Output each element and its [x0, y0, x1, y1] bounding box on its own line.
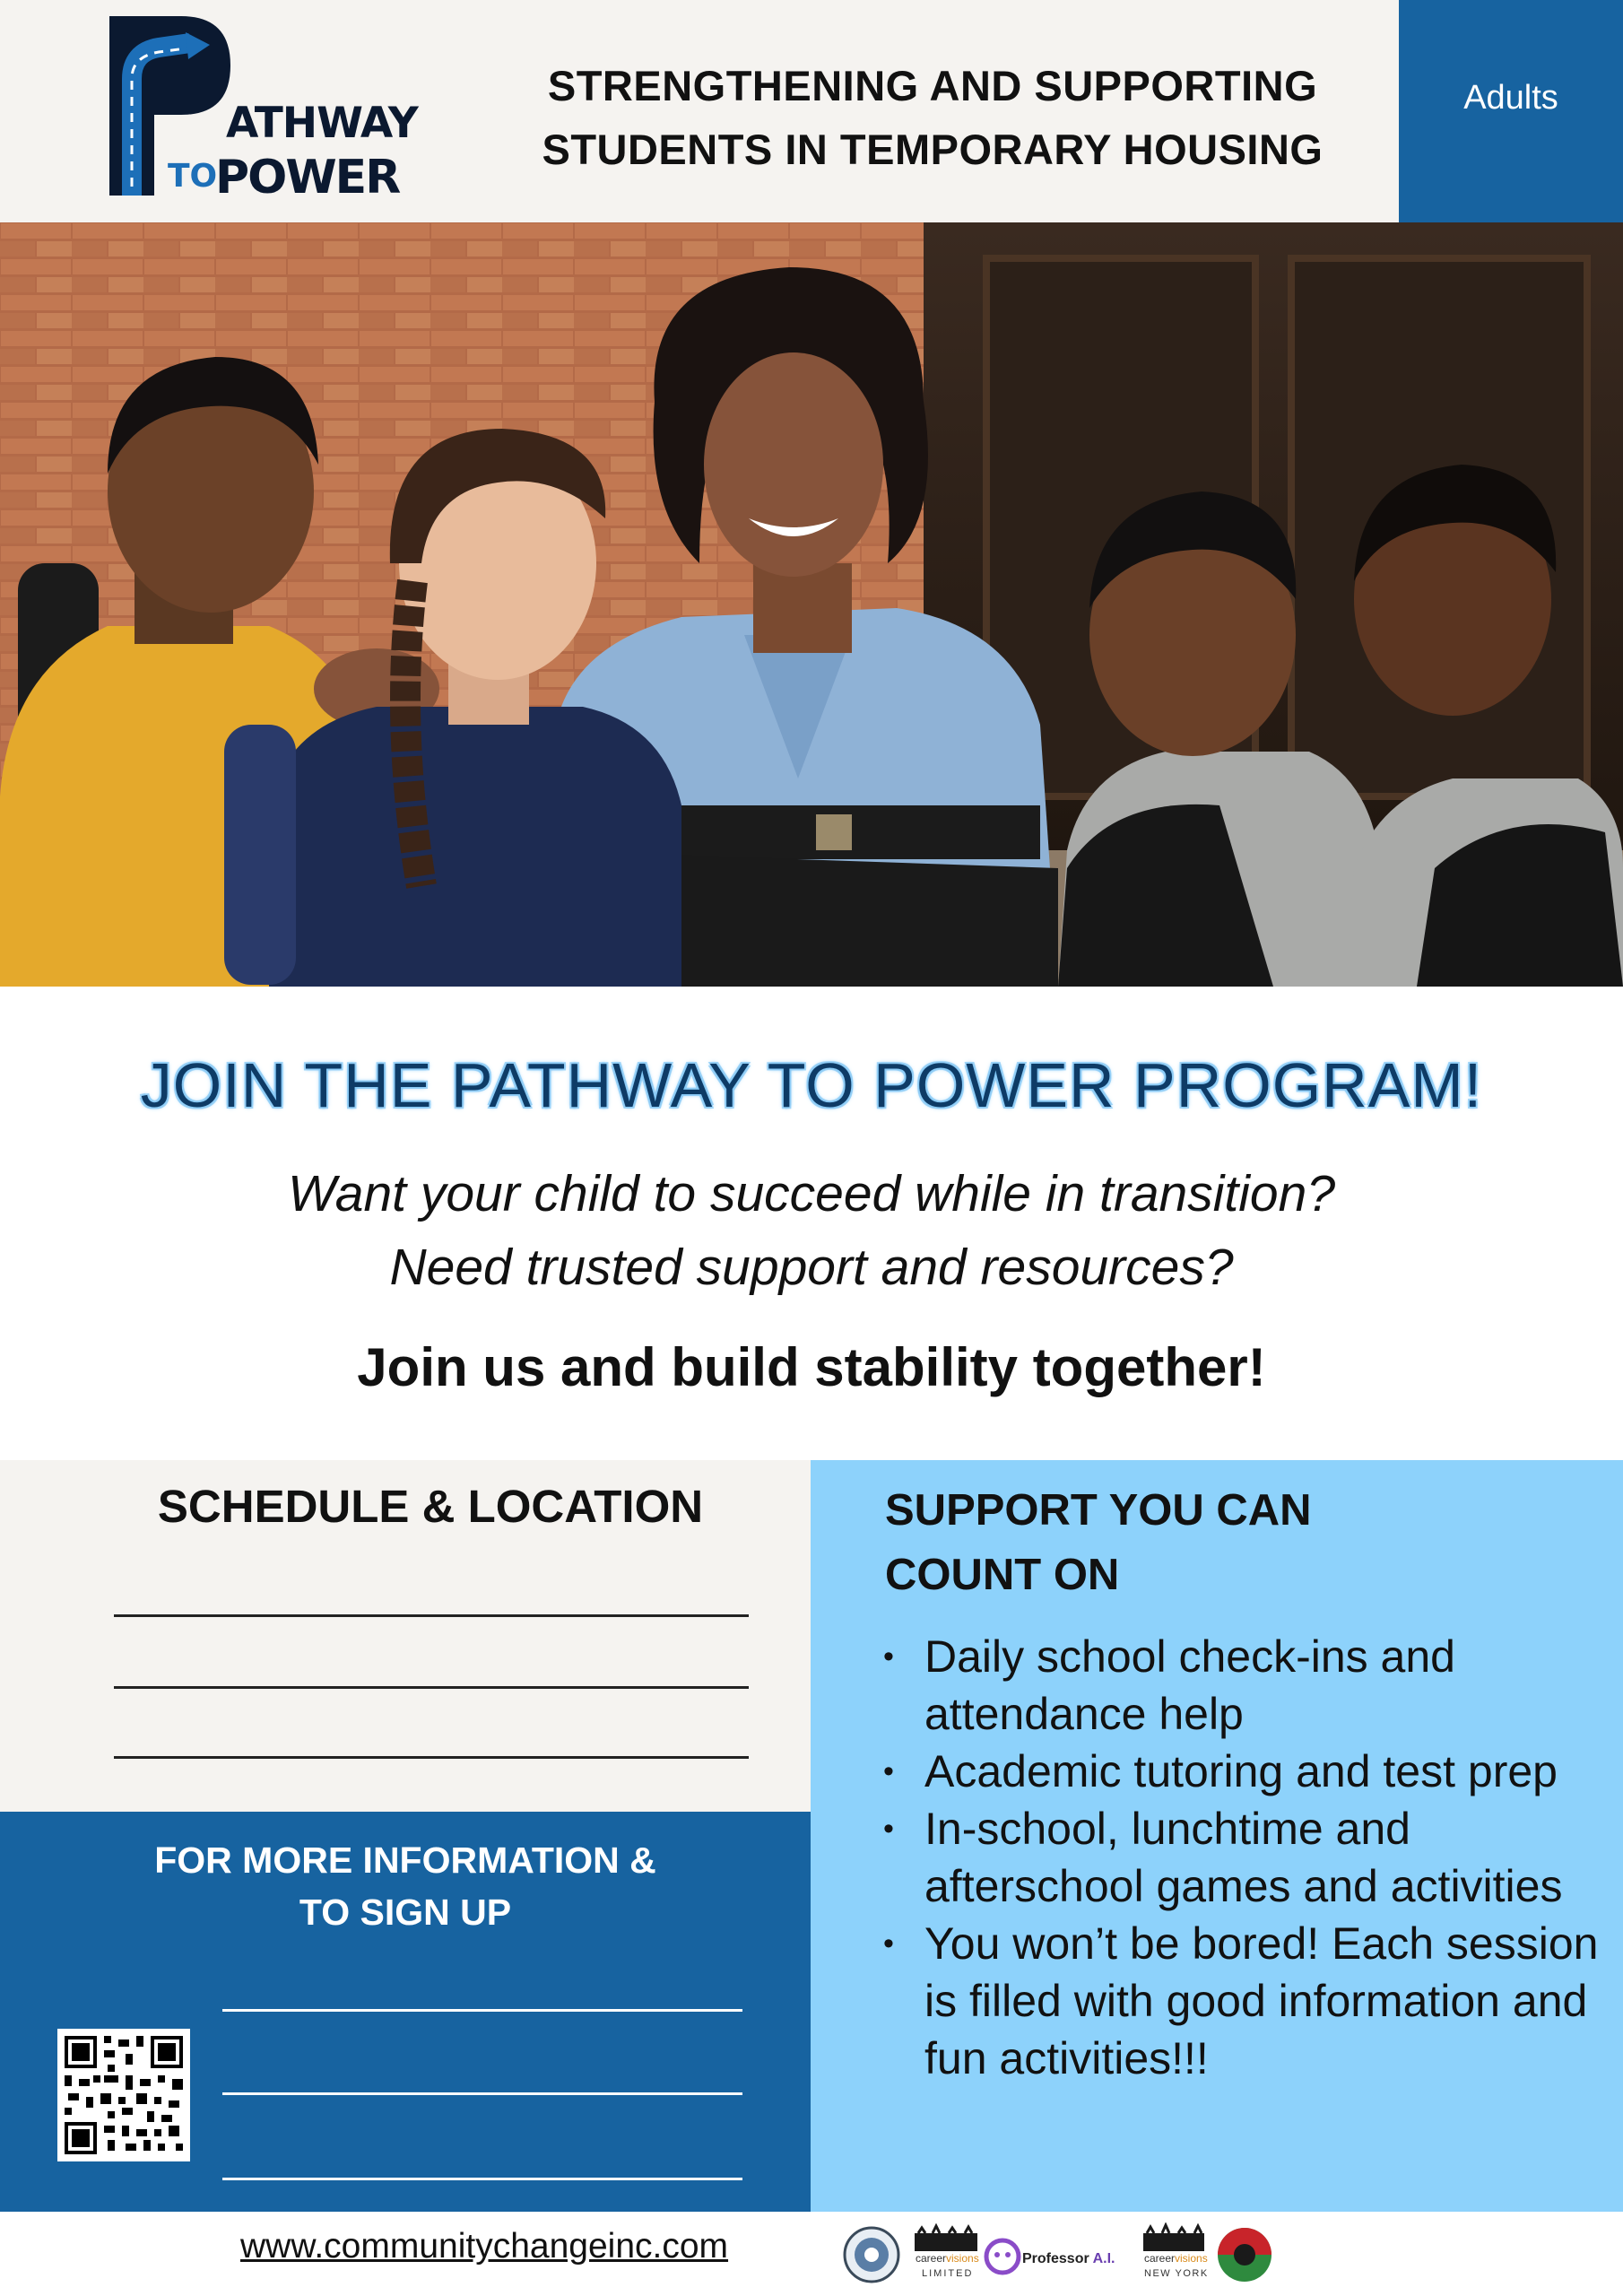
audience-tag: Adults: [1399, 0, 1623, 222]
bullet-icon: •: [883, 1754, 894, 1788]
bullet-icon: •: [883, 1926, 894, 1961]
info-title: [0, 1834, 811, 1938]
support-item-text: In-school, lunchtime and afterschool games and activities: [924, 1804, 1563, 1911]
bullet-icon: •: [883, 1639, 894, 1674]
list-item: [883, 1800, 1601, 1915]
support-title-line-1: SUPPORT YOU CAN: [885, 1486, 1312, 1535]
question-1: Want your child to succeed while in transition?: [287, 1165, 1336, 1222]
svg-text:careervisions: careervisions: [916, 2252, 979, 2265]
program-headline: JOIN THE PATHWAY TO POWER PROGRAM!: [140, 1050, 1483, 1120]
schedule-blank-line-2: [114, 1686, 749, 1689]
info-blank-line-1: [222, 2009, 742, 2012]
svg-text:Professor A.I.: Professor A.I.: [1022, 2251, 1115, 2266]
page-title: [484, 54, 1381, 181]
schedule-blank-line-3: [114, 1756, 749, 1759]
title-line-2: STUDENTS IN TEMPORARY HOUSING: [542, 126, 1324, 173]
list-item: [883, 1743, 1601, 1800]
logo-to-text: TO: [168, 158, 218, 195]
community-seal-icon: [1218, 2228, 1271, 2282]
title-line-1: STRENGTHENING AND SUPPORTING: [547, 62, 1318, 109]
list-item: [883, 1915, 1601, 2087]
svg-text:NEW YORK: NEW YORK: [1144, 2268, 1209, 2279]
list-item: [883, 1628, 1601, 1743]
support-item-text: You won’t be bored! Each session is filled with good information and fun activities!!!: [924, 1918, 1599, 2083]
svg-text:careervisions: careervisions: [1144, 2252, 1208, 2265]
support-item-text: Academic tutoring and test prep: [924, 1746, 1558, 1796]
info-title-line-2: TO SIGN UP: [299, 1892, 512, 1933]
bullet-icon: •: [883, 1812, 894, 1846]
career-visions-ny-logo: [1143, 2225, 1209, 2279]
support-item-text: Daily school check-ins and attendance help: [924, 1631, 1455, 1739]
website-link[interactable]: www.communitychangeinc.com: [240, 2227, 729, 2266]
info-blank-line-2: [222, 2092, 742, 2095]
sponsor-logos: [843, 2222, 1282, 2287]
info-title-line-1: FOR MORE INFORMATION &: [154, 1839, 656, 1881]
info-blank-line-3: [222, 2178, 742, 2180]
header: [0, 0, 1623, 222]
support-title-line-2: COUNT ON: [885, 1551, 1120, 1599]
support-list: [883, 1628, 1601, 2087]
schedule-title: SCHEDULE & LOCATION: [157, 1481, 704, 1532]
tagline: Join us and build stability together!: [357, 1337, 1266, 1397]
logo-athway-text: ATHWAY: [226, 99, 418, 148]
sponsor-logos-strip: [843, 2222, 1282, 2287]
qr-code[interactable]: [57, 2029, 190, 2161]
pathway-to-power-logo: [100, 16, 418, 204]
career-visions-limited-logo: [915, 2226, 979, 2279]
community-change-seal-icon: [845, 2228, 898, 2282]
svg-text:LIMITED: LIMITED: [922, 2268, 974, 2279]
professor-ai-logo: [986, 2240, 1115, 2273]
qr-code-icon: [57, 2029, 190, 2161]
support-title: [885, 1478, 1567, 1607]
logo-power-text: POWER: [215, 151, 400, 204]
teacher-students-illustration: [0, 222, 1623, 987]
hero-photo: [0, 222, 1623, 987]
schedule-blank-line-1: [114, 1614, 749, 1617]
question-2: Need trusted support and resources?: [389, 1239, 1234, 1296]
